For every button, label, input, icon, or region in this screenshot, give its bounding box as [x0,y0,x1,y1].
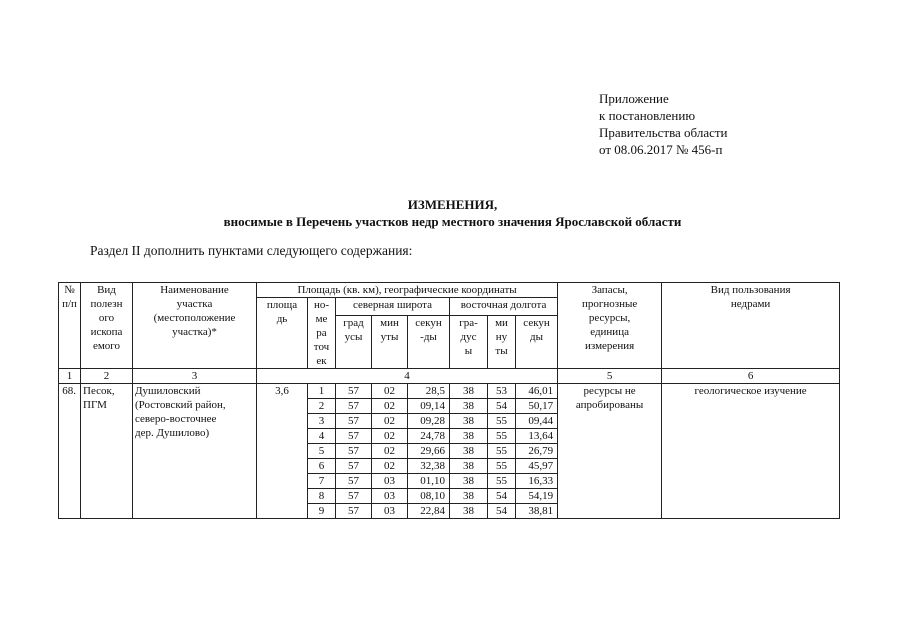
lon-degrees: 38 [450,399,488,414]
lat-minutes: 02 [372,399,408,414]
lon-degrees: 38 [450,384,488,399]
lat-degrees: 57 [336,429,372,444]
lat-seconds: 24,78 [408,429,450,444]
entry-area: 3,6 [257,384,308,519]
lat-seconds: 09,28 [408,414,450,429]
lon-seconds: 26,79 [516,444,558,459]
lon-seconds: 54,19 [516,489,558,504]
lon-minutes: 54 [488,489,516,504]
lon-minutes: 55 [488,414,516,429]
lon-minutes: 55 [488,459,516,474]
lat-seconds: 08,10 [408,489,450,504]
point-number: 3 [308,414,336,429]
header-name: Наименование участка (местоположение участка)* [133,283,257,369]
table-body [59,283,840,519]
header-point: но- ме ра точ ек [308,298,336,369]
lon-minutes: 55 [488,429,516,444]
column-number: 3 [133,369,257,384]
header-coords-group: Площадь (кв. км), географические координаты [257,283,558,298]
lon-degrees: 38 [450,474,488,489]
lon-seconds: 50,17 [516,399,558,414]
column-number-row [59,369,840,384]
lon-degrees: 38 [450,414,488,429]
lat-seconds: 29,66 [408,444,450,459]
lon-degrees: 38 [450,429,488,444]
lat-degrees: 57 [336,399,372,414]
appendix-line: Приложение [599,91,669,106]
lat-degrees: 57 [336,444,372,459]
lat-minutes: 02 [372,429,408,444]
column-number: 2 [81,369,133,384]
lat-seconds: 28,5 [408,384,450,399]
lat-degrees: 57 [336,504,372,519]
table-row [59,384,840,399]
lat-degrees: 57 [336,489,372,504]
column-number: 1 [59,369,81,384]
appendix-line: Правительства области [599,125,728,140]
header-lat-deg: град усы [336,316,372,369]
header-usage: Вид пользования недрами [662,283,840,369]
header-east: восточная долгота [450,298,558,316]
lat-minutes: 03 [372,504,408,519]
header-row [59,283,840,298]
lat-seconds: 01,10 [408,474,450,489]
entry-site-name: Душиловский (Ростовский район, северо-восточнее дер. Душилово) [133,384,257,519]
lon-minutes: 55 [488,474,516,489]
lat-minutes: 02 [372,444,408,459]
point-number: 8 [308,489,336,504]
document-subtitle: вносимые в Перечень участков недр местного значения Ярославской области [223,214,682,229]
header-lon-sec: секун ды [516,316,558,369]
header-lon-deg: гра- дус ы [450,316,488,369]
lat-minutes: 03 [372,489,408,504]
lat-seconds: 09,14 [408,399,450,414]
header-mineral: Вид полезн ого ископа емого [81,283,133,369]
lon-degrees: 38 [450,489,488,504]
point-number: 4 [308,429,336,444]
header-lon-min: ми ну ты [488,316,516,369]
appendix-line: к постановлению [599,108,696,123]
appendix-line: от 08.06.2017 № 456-п [599,142,723,157]
lat-degrees: 57 [336,414,372,429]
lat-minutes: 03 [372,474,408,489]
lon-seconds: 38,81 [516,504,558,519]
lat-degrees: 57 [336,474,372,489]
point-number: 7 [308,474,336,489]
lon-degrees: 38 [450,504,488,519]
lat-seconds: 32,38 [408,459,450,474]
column-number: 5 [558,369,662,384]
column-number: 6 [662,369,840,384]
lat-degrees: 57 [336,459,372,474]
intro-paragraph: Раздел II дополнить пунктами следующего содержания: [90,243,413,258]
lon-seconds: 46,01 [516,384,558,399]
header-lat-sec: секун -ды [408,316,450,369]
lon-minutes: 55 [488,444,516,459]
header-lat-min: мин уты [372,316,408,369]
header-north: северная широта [336,298,450,316]
lon-seconds: 09,44 [516,414,558,429]
document-title: ИЗМЕНЕНИЯ, [407,197,498,212]
deposits-table [58,282,840,519]
entry-usage: геологическое изучение [662,384,840,519]
point-number: 9 [308,504,336,519]
header-reserves: Запасы, прогнозные ресурсы, единица измерения [558,283,662,369]
point-number: 2 [308,399,336,414]
lat-degrees: 57 [336,384,372,399]
header-num: № п/п [59,283,81,369]
point-number: 5 [308,444,336,459]
point-number: 6 [308,459,336,474]
lat-minutes: 02 [372,384,408,399]
entry-reserves: ресурсы не апробированы [558,384,662,519]
lon-minutes: 54 [488,504,516,519]
lat-seconds: 22,84 [408,504,450,519]
lat-minutes: 02 [372,414,408,429]
lon-degrees: 38 [450,444,488,459]
lon-seconds: 45,97 [516,459,558,474]
entry-mineral: Песок, ПГМ [81,384,133,519]
header-area: площа дь [257,298,308,369]
lon-minutes: 54 [488,399,516,414]
point-number: 1 [308,384,336,399]
lon-seconds: 16,33 [516,474,558,489]
lon-degrees: 38 [450,459,488,474]
entry-number: 68. [59,384,81,519]
appendix-header [599,90,728,158]
column-number: 4 [257,369,558,384]
lat-minutes: 02 [372,459,408,474]
lon-seconds: 13,64 [516,429,558,444]
lon-minutes: 53 [488,384,516,399]
